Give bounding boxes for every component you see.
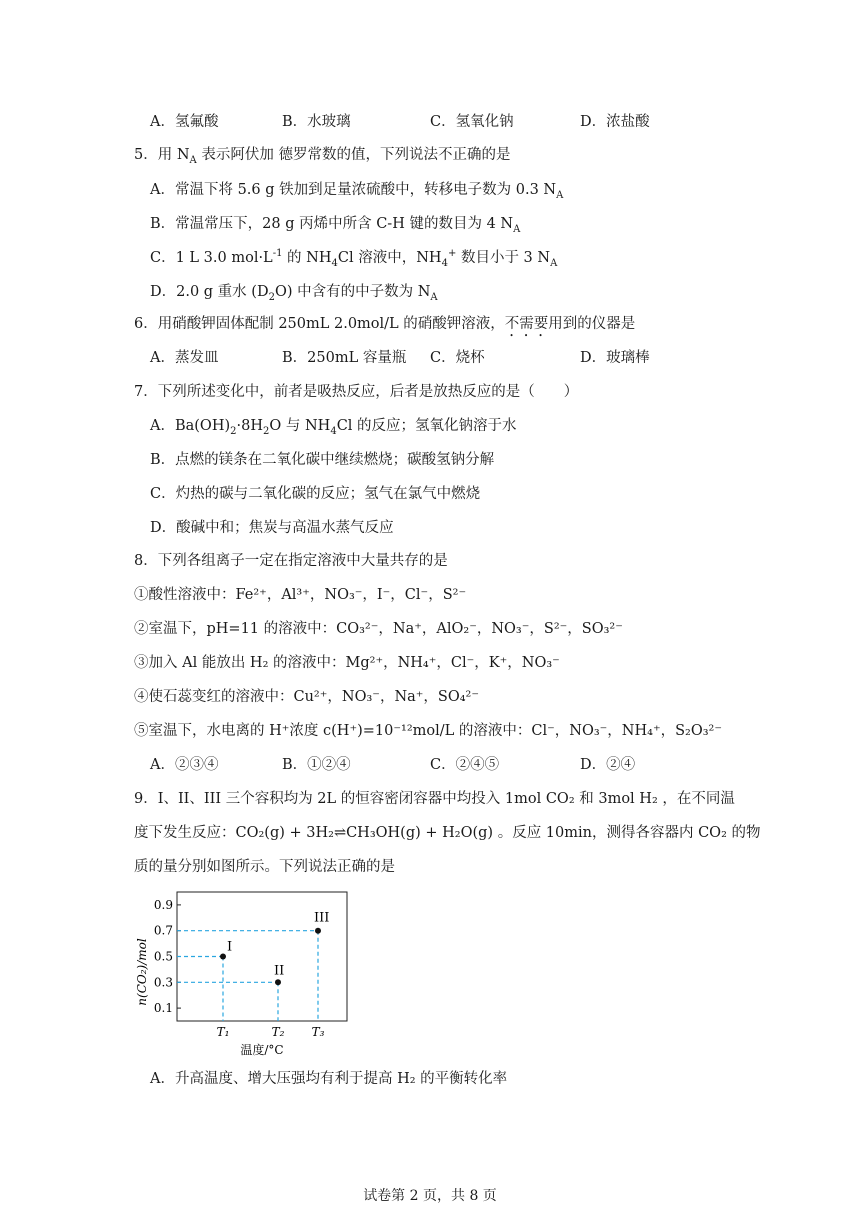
q7-stem: 7．下列所述变化中，前者是吸热反应，后者是放热反应的是（ ） [134,384,579,400]
q5-option-c: C．1 L 3.0 $mol\cdot L^{-1}$ 的 $NH_4Cl$ 溶液中，$NH_4^+$ 数目小于 3 $N_A$ [150,248,558,269]
x-axis-ticks [217,1025,325,1039]
q8-stem: 8．下列各组离子一定在指定溶液中大量共存的是 [134,553,448,569]
x-tick-label: T₂ [271,1025,285,1039]
q4-option-a: A．氢氟酸 [150,114,219,130]
q8-item-5: ⑤室温下，水电离的 H⁺浓度 c(H⁺)=10⁻¹²mol/L 的溶液中：Cl⁻，NO₃⁻，NH₄⁺，S₂O₃²⁻ [134,723,723,739]
q9-stem-line1: 9．I、II、III 三个容积均为 2L 的恒容密闭容器中均投入 1mol CO₂ 和 3mol H₂ ，在不同温 [134,791,735,807]
x-tick-label: T₃ [311,1025,325,1039]
x-tick-label: T₁ [216,1025,230,1039]
point-label: I [227,939,233,955]
q6-stem: 6．用硝酸钾固体配制 250mL 2.0mol/L 的硝酸钾溶液，不需要用到的仪器是 [134,316,636,332]
q8-option-b: B．①②④ [282,757,351,773]
q8-item-4: ④使石蕊变红的溶液中：Cu²⁺，NO₃⁻，Na⁺，SO₄²⁻ [134,689,480,705]
q7-option-a: A．$Ba(OH)_2\cdot 8H_2O$ 与 $NH_4Cl$ 的反应；氢氧化钠溶于水 [150,418,517,437]
q5-option-a: A．常温下将 5.6 g 铁加到足量浓硫酸中，转移电子数为 0.3 $N_A$ [150,182,564,201]
point-label: II [274,963,285,979]
q8-item-3: ③加入 Al 能放出 H₂ 的溶液中：Mg²⁺，NH₄⁺，Cl⁻，K⁺，NO₃⁻ [134,655,560,671]
co2-temperature-chart [130,884,370,1059]
data-point [315,928,321,934]
q6-option-b: B．250mL 容量瓶 [282,350,407,366]
q4-option-c: C．氢氧化钠 [430,114,514,130]
q4-option-d: D．浓盐酸 [580,114,650,130]
q8-item-1: ①酸性溶液中：Fe²⁺，Al³⁺，NO₃⁻，I⁻，Cl⁻，S²⁻ [134,587,467,603]
q7-option-d: D．酸碱中和；焦炭与高温水蒸气反应 [150,520,394,536]
q8-item-2: ②室温下，pH=11 的溶液中：CO₃²⁻，Na⁺，AlO₂⁻，NO₃⁻，S²⁻，SO₃²⁻ [134,621,623,637]
q8-option-d: D．②④ [580,757,636,773]
q9-stem-line3: 质的量分别如图所示。下列说法正确的是 [134,859,395,875]
data-point [275,979,281,985]
q5-option-b: B．常温常压下，28 g 丙烯中所含 C-H 键的数目为 4 $N_A$ [150,216,521,235]
x-axis-label: 温度/°C [240,1043,284,1057]
q5-stem: 5．用 $N_A$ 表示阿伏加 德罗常数的值，下列说法不正确的是 [134,147,511,166]
y-tick-label: 0.5 [153,949,173,964]
q6-option-a: A．蒸发皿 [150,350,219,366]
q8-option-c: C．②④⑤ [430,757,500,773]
q5-option-d: D．2.0 g 重水 $(D_2O)$ 中含有的中子数为 $N_A$ [150,284,438,303]
y-tick-label: 0.3 [153,975,173,990]
q7-option-c: C．灼热的碳与二氧化碳的反应；氢气在氯气中燃烧 [150,486,481,502]
q8-option-a: A．②③④ [150,757,219,773]
page-footer: 试卷第 2 页，共 8 页 [363,1188,497,1204]
data-points [220,911,329,986]
data-point [220,954,226,960]
guide-lines [177,931,318,1021]
q6-option-c: C．烧杯 [430,350,485,366]
q4-option-b: B．水玻璃 [282,114,351,130]
q6-option-d: D．玻璃棒 [580,350,650,366]
y-axis-label: n(CO₂)/mol [135,938,149,1006]
y-tick-label: 0.9 [153,897,173,912]
y-tick-label: 0.7 [153,923,173,938]
y-tick-label: 0.1 [153,1001,173,1016]
emphasis-dots: 不需要 [504,316,549,332]
q7-option-b: B．点燃的镁条在二氧化碳中继续燃烧；碳酸氢钠分解 [150,452,495,468]
point-label: III [314,910,330,926]
q9-stem-line2: 度下发生反应：CO₂(g) + 3H₂⇌CH₃OH(g) + H₂O(g) 。反应 10min，测得各容器内 CO₂ 的物 [134,825,761,841]
q9-option-a: A．升高温度、增大压强均有利于提高 H₂ 的平衡转化率 [150,1071,508,1087]
